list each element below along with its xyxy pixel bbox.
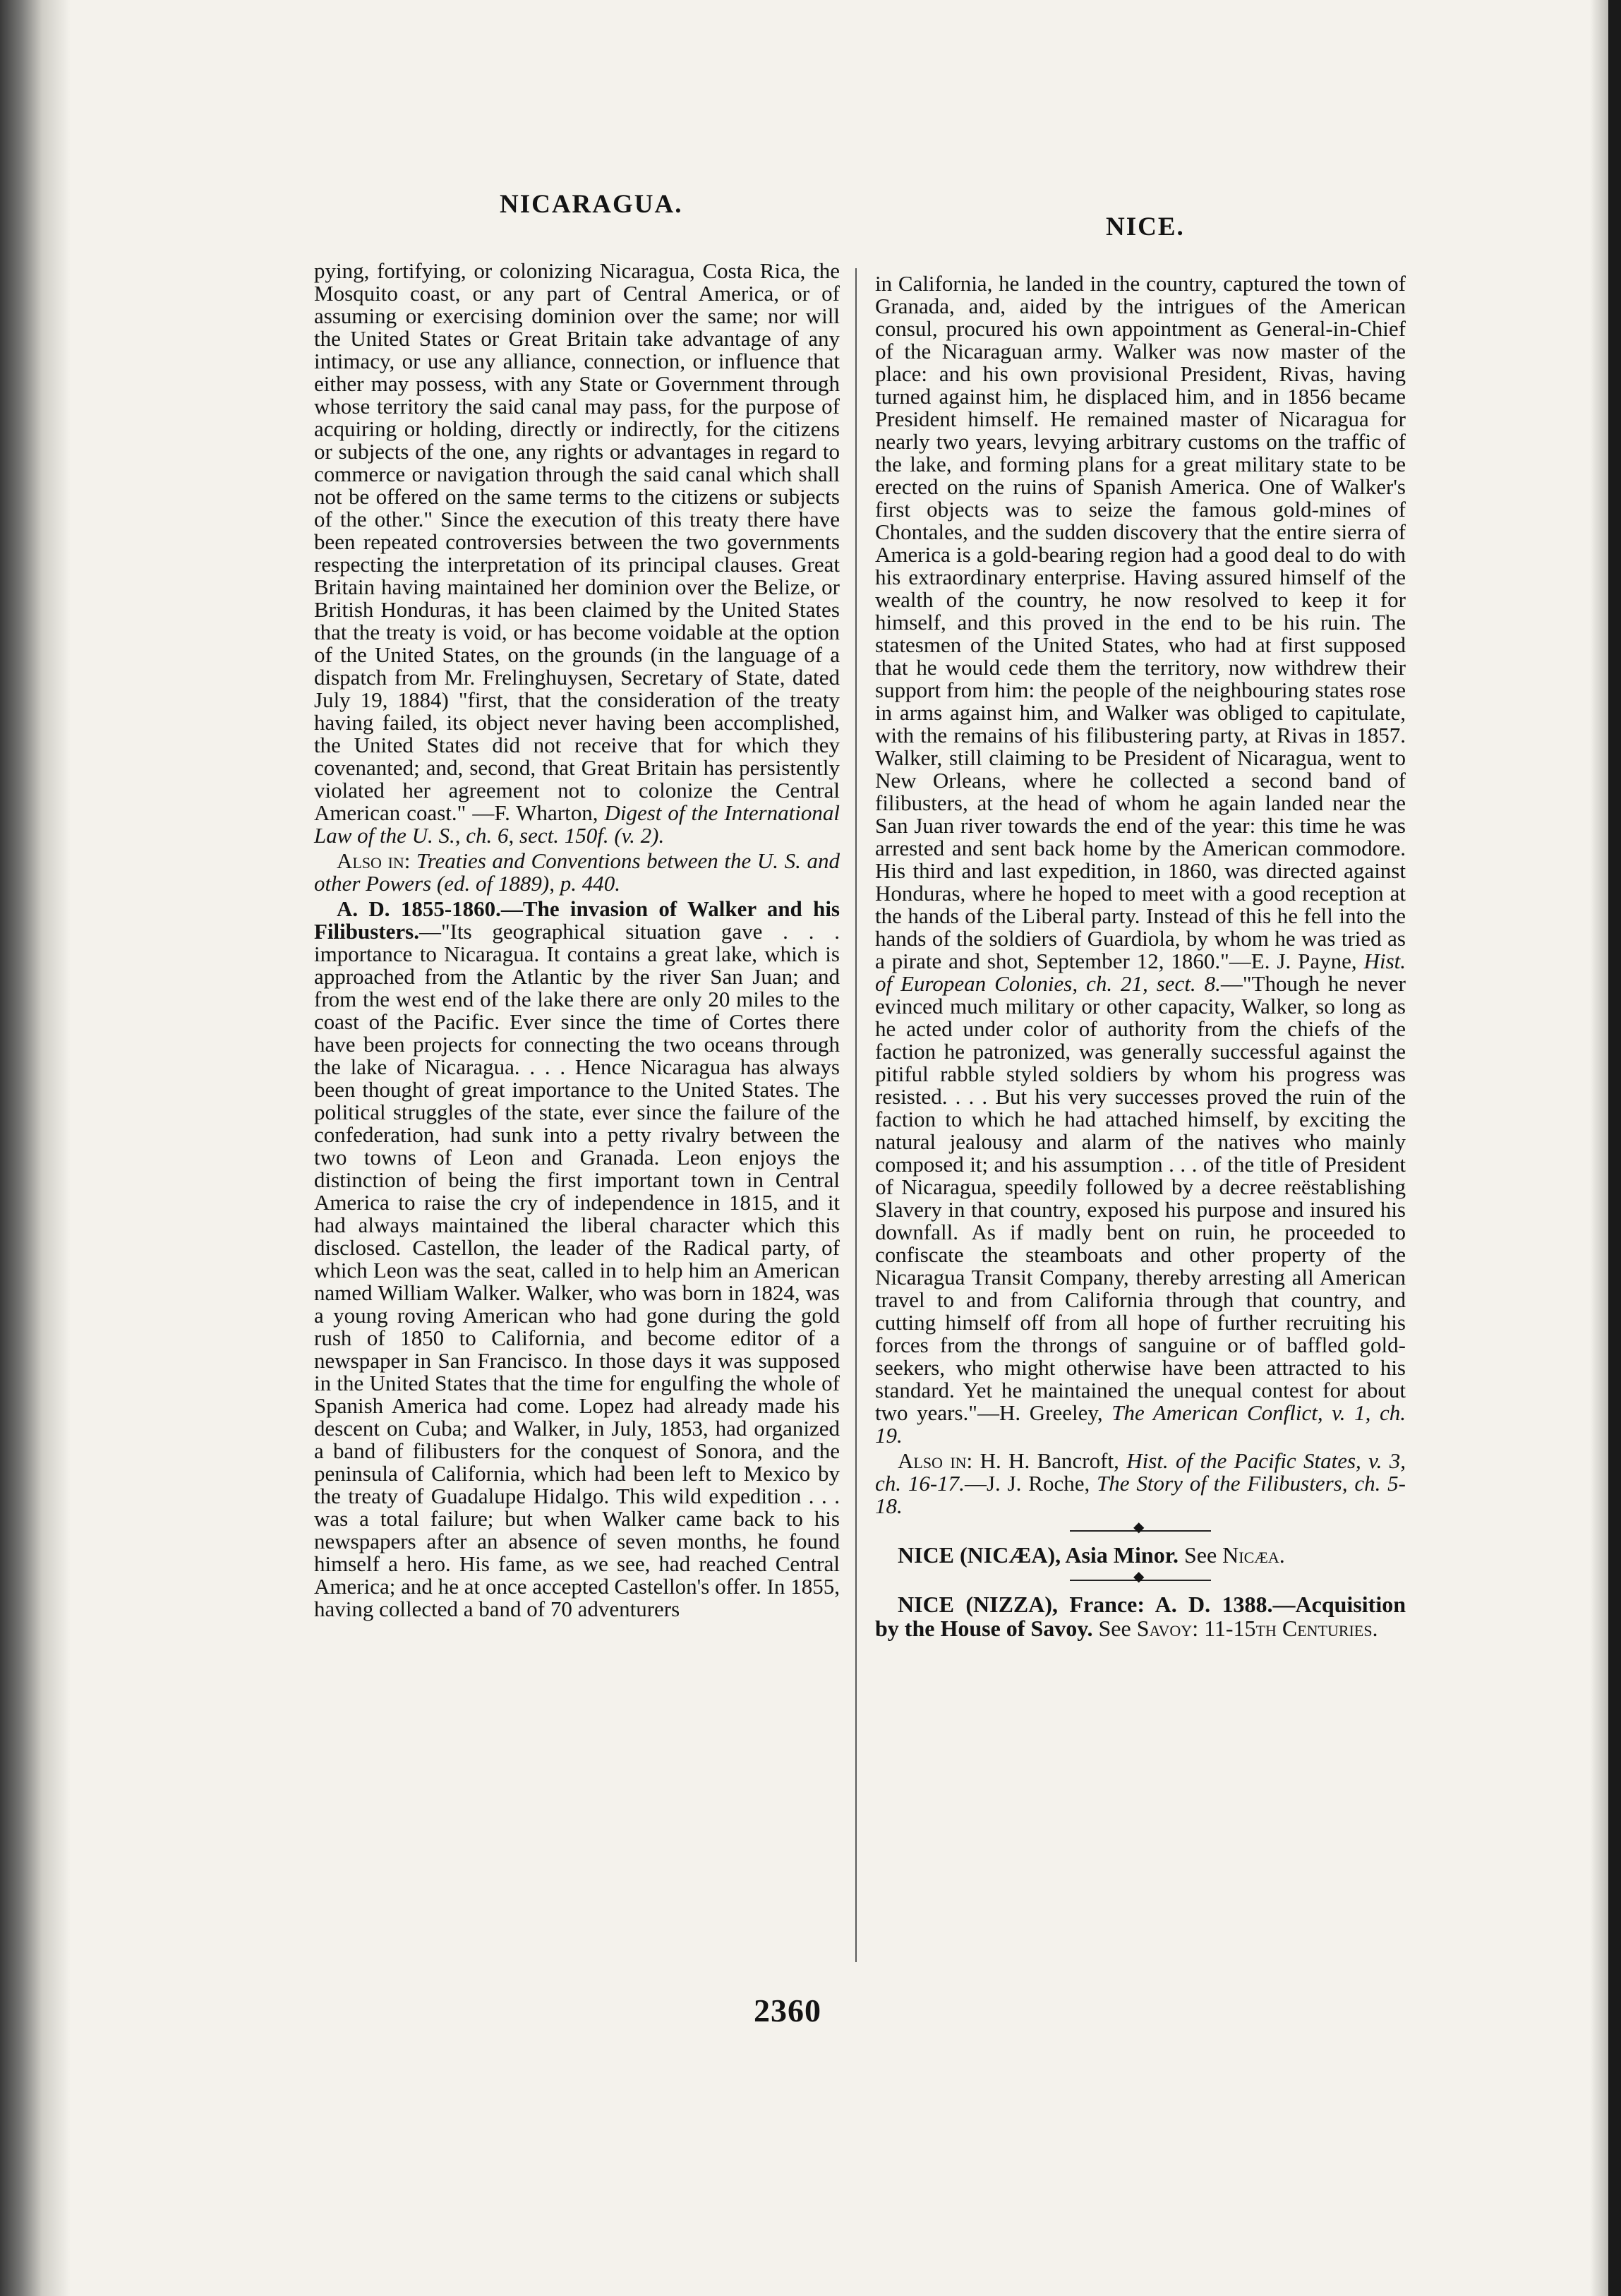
paragraph-text: in California, he landed in the country, captured the town of Granada, and, aided by the intrigues of the American consul, procured his own appointment as General-in-Chief of the Nicaraguan army. Walker was now master of the place: and his own provisional President, Rivas, having turned against him, he displaced him, and in 1856 became President himself. He remained master of Nicaragua for nearly two years, levying arbitrary customs on the traffic of the lake, and forming plans for a great military state to be erected on the ruins of Spanish America. One of Walker's first objects was to seize the famous gold-mines of Chontales, and the sudden discovery that the entire sierra of America is a gold-bearing region had a good deal to do with his extraordinary enterprise. Having assured himself of the wealth of the country, he now resolved to keep it for himself, and this proved in the end to be his ruin. The statesmen of the United States, who had at first supposed that he would cede them the territory, now withdrew their support from him: the people of the neighbouring states rose in arms against him, and Walker was obliged to capitulate, with the remains of his filibustering party, at Rivas in 1857. Walker, still claiming to be President of Nicaragua, went to New Orleans, where he collected a second band of filibusters, at the head of whom he again landed near the San Juan river towards the end of the year: this time he was arrested and sent back home by the American commodore. His third and last expedition, in 1860, was directed against Honduras, where he hoped to meet with a good reception at the hands of the Liberal party. Instead of this he fell into the hands of the soldiers of Guardiola, by whom he was tried as a pirate and shot, September 12, 1860."—E. J. Payne,: [875, 271, 1406, 973]
scan-gutter-right: [1590, 0, 1608, 2296]
page-number: 2360: [754, 1993, 821, 2028]
paragraph-text: —"Though he never evinced much military or other capacity, Walker, so long as he acted under color of authority from the chiefs of the faction he patronized, was generally successful against the pitiful rabble styled soldiers by whom his progress was resisted. . . . But his very successes proved the ruin of the faction to which he had attached himself, by exciting the natural jealousy and alarm of the natives who mainly composed it; and his assumption . . . of the title of President of Nicaragua, speedily followed by a decree reëstablishing Slavery in that country, exposed his purpose and insured his downfall. As if madly bent on ruin, he proceeded to confiscate the steamboats and other property of the Nicaragua Transit Company, thereby arresting all American travel to and from California through that country, and cutting himself off from all hope of further recruiting his forces from the throngs of sanguine or of baffled gold-seekers, who might otherwise have been attracted to his standard. Yet he maintained the unequal contest for about two years."—H. Greeley,: [875, 971, 1406, 1425]
entry-nice-france: NICE (NIZZA), France: A. D. 1388.—Acquisition by the House of Savoy. See Savoy: 11-15th Centuries.: [875, 1592, 1406, 1641]
column-divider: [855, 268, 857, 1962]
also-in-note: Also in: H. H. Bancroft, Hist. of the Pacific States, v. 3, ch. 16-17.—J. J. Roche, The Story of the Filibusters, ch. 5-18.: [875, 1448, 1406, 1518]
left-column: [314, 260, 840, 1621]
paragraph-text: pying, fortifying, or colonizing Nicaragua, Costa Rica, the Mosquito coast, or any part of Central America, or of assuming or exercising dominion over the same; nor will the United States or Great Britain take advantage of any intimacy, or use any alliance, connection, or influence that either may possess, with any State or Government through whose territory the said canal may pass, for the purpose of acquiring or holding, directly or indirectly, for the citizens or subjects of the one, any rights or advantages in regard to commerce or navigation through the said canal which shall not be offered on the same terms to the citizens or subjects of the other." Since the execution of this treaty there have been repeated controversies between the two governments respecting the interpretation of its principal clauses. Great Britain having maintained her dominion over the Belize, or British Honduras, it has been claimed by the United States that the treaty is void, or has become voidable at the option of the United States, on the grounds (in the language of a dispatch from Mr. Frelinghuysen, Secretary of State, dated July 19, 1884) "first, that the consideration of the treaty having failed, its object never having been accomplished, the United States did not receive that for which they covenanted; and, second, that Great Britain has persistently violated her agreement not to colonize the Central American coast." —F. Wharton,: [314, 258, 840, 825]
entry-heading: NICE (NICÆA), Asia Minor.: [898, 1542, 1179, 1568]
scan-edge-left: [0, 0, 42, 2296]
scan-gutter-left: [42, 0, 71, 2296]
entry-heading: NICE (NIZZA), France: A. D. 1388.—Acquisition by the House of Savoy.: [875, 1592, 1406, 1641]
paragraph-treaty: [314, 260, 840, 847]
scan-edge-right: [1608, 0, 1621, 2296]
citation: The Story of the Filibusters, ch. 5-18.: [875, 1471, 1406, 1518]
also-in-label: Also in:: [337, 848, 411, 873]
running-header-left: NICARAGUA.: [500, 190, 683, 219]
also-in-label: Also in:: [898, 1448, 973, 1473]
paragraph-text: —"Its geographical situation gave . . . importance to Nicaragua. It contains a great lake, which is approached from the Atlantic by the river San Juan; and from the west end of the lake there are only 20 miles to the coast of the Pacific. Ever since the time of Cortes there have been projects for connecting the two oceans through the lake of Nicaragua. . . . Hence Nicaragua has always been thought of great importance to the United States. The political struggles of the state, ever since the failure of the confederation, had sunk into a petty rivalry between the two towns of Leon and Granada. Leon enjoys the distinction of being the first important town in Central America to raise the cry of independence in 1815, and it had always maintained the liberal character which this disclosed. Castellon, the leader of the Radical party, of which Leon was the seat, called in to help him an American named William Walker. Walker, who was born in 1824, was a young roving American who had gone during the gold rush of 1850 to California, and become editor of a newspaper in San Francisco. In those days it was supposed in the United States that the time for engulfing the whole of Spanish America had come. Lopez had already made his descent on Cuba; and Walker, in July, 1853, had organized a band of filibusters for the conquest of Sonora, and the peninsula of California, which had been left to Mexico by the treaty of Guadalupe Hidalgo. This wild expedition . . . was a total failure; but when Walker came back to his newspapers after an absence of seven months, he found himself a hero. His fame, as we see, had reached Central America; and he at once accepted Castellon's offer. In 1855, having collected a band of 70 adventurers: [314, 919, 840, 1621]
citation: Hist. of European Colonies, ch. 21, sect. 8.: [875, 949, 1406, 996]
section-heading: A. D. 1855-1860.—The invasion of Walker and his Filibusters.: [314, 896, 840, 944]
entry-nice-asia-minor: NICE (NICÆA), Asia Minor. See Nicæa.: [898, 1542, 1285, 1568]
citation: Hist. of the Pacific States, v. 3, ch. 16-17.: [875, 1448, 1406, 1496]
running-header-right: NICE.: [1106, 212, 1185, 241]
right-column: [875, 272, 1406, 1640]
paragraph-walker: [314, 898, 840, 1621]
citation: Digest of the International Law of the U. S., ch. 6, sect. 150f. (v. 2).: [314, 800, 840, 848]
citation: Treaties and Conventions between the U. S. and other Powers (ed. of 1889), p. 440.: [314, 848, 840, 896]
cross-reference: Savoy: 11-15th Centuries.: [1136, 1616, 1378, 1641]
also-in-note: [314, 850, 840, 895]
cross-reference: Nicæa.: [1222, 1542, 1285, 1568]
citation: The American Conflict, v. 1, ch. 19.: [875, 1400, 1406, 1448]
entry-separator: [1070, 1580, 1211, 1581]
paragraph-walker-continued: [875, 272, 1406, 1447]
entry-separator: [1070, 1530, 1211, 1532]
